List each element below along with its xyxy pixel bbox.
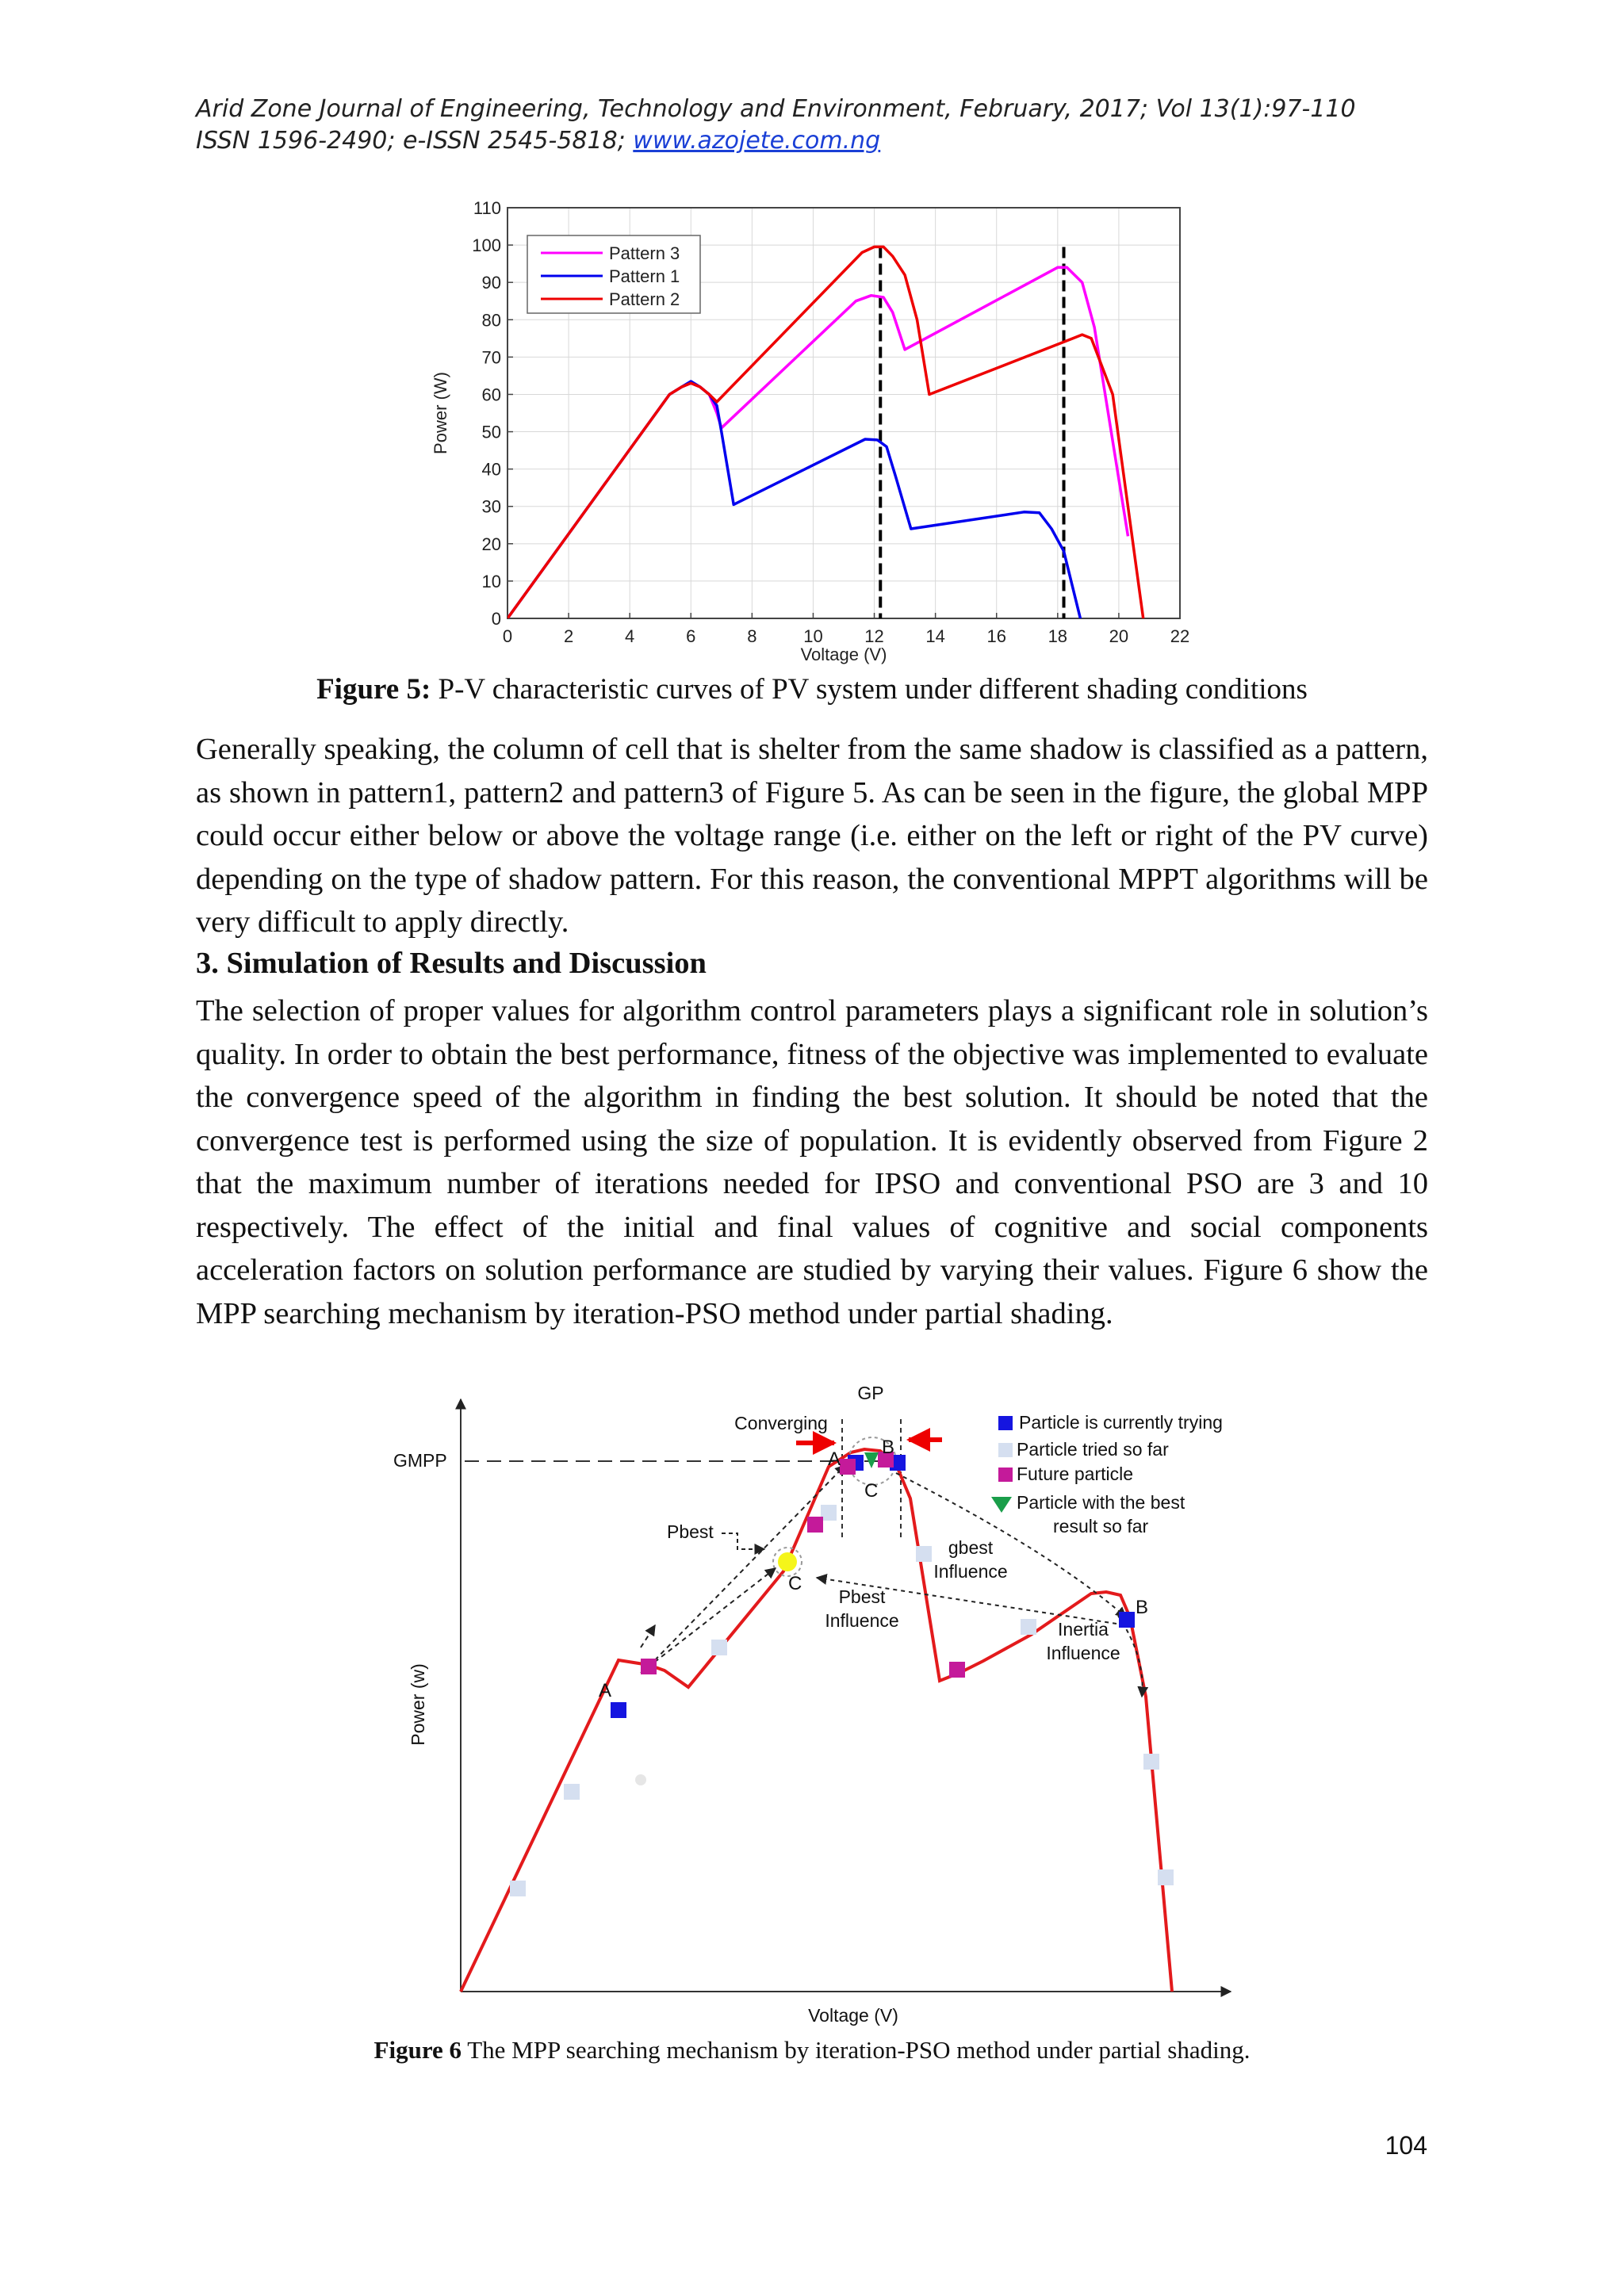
- figure5-caption: [0, 672, 1624, 706]
- figure5-caption-label: Figure 5:: [316, 673, 431, 706]
- x-axis-label: Voltage (V): [808, 2005, 898, 2026]
- figure6-caption: [0, 2036, 1624, 2064]
- paragraph-patterns: Generally speaking, the column of cell that is shelter from the same shadow is classified as a pattern, as shown in pattern1, pattern2 and pattern3 of Figure 5. As can be seen in the figure, the global MPP could occur either below or above the voltage range (i.e. either on the left or right of the PV curve) depending on the type of shadow pattern. For this reason, the conventional MPPT algorithms will be very difficult to apply directly.: [196, 733, 1428, 939]
- tried-particle: [916, 1546, 932, 1562]
- figure6-legend: [991, 1412, 1223, 1536]
- x-tick-label: 2: [563, 626, 574, 646]
- y-tick-label: 70: [481, 347, 501, 368]
- paragraph-simulation: The selection of proper values for algorithm control parameters plays a significant role in solution’s quality. In order to obtain the best performance, fitness of the objective was implemented to evaluate the convergence speed of the algorithm in finding the best solution. It should be noted that the convergence test is performed using the size of population. It is evidently observed from Figure 2 that the maximum number of iterations needed for IPSO and conventional PSO are 3 and 10 respectively. The effect of the initial and final values of cognitive and social components acceleration factors on solution performance are studied by varying their values. Figure 6 show the MPP searching mechanism by iteration-PSO method under partial shading.: [196, 994, 1428, 1330]
- pbest-particle: [778, 1552, 797, 1571]
- tried-particle: [564, 1784, 580, 1800]
- legend-current: Particle is currently trying: [1019, 1412, 1223, 1433]
- y-tick-label: 80: [481, 310, 501, 331]
- pbest-influence-label: Pbest: [838, 1586, 886, 1607]
- legend-label: Pattern 2: [609, 289, 680, 309]
- influence-arrow: [641, 1625, 655, 1647]
- y-tick-label: 30: [481, 496, 501, 517]
- legend-label: Pattern 1: [609, 266, 680, 286]
- legend-tried: Particle tried so far: [1017, 1439, 1169, 1460]
- journal-line: Arid Zone Journal of Engineering, Technology and Environment, February, 2017; Vol 13(1):97-110: [196, 95, 1356, 123]
- future-particle: [949, 1662, 965, 1678]
- chart-legend: [527, 235, 700, 313]
- y-tick-label: 20: [481, 534, 501, 554]
- section-heading: 3. Simulation of Results and Discussion: [196, 947, 707, 980]
- y-tick-label: 90: [481, 273, 501, 293]
- x-tick-label: 20: [1109, 626, 1129, 646]
- pbest-influence-label: Influence: [825, 1610, 899, 1631]
- y-tick-label: 40: [481, 459, 501, 480]
- tried-particle: [1143, 1754, 1159, 1770]
- inertia-influence-label: Influence: [1046, 1643, 1120, 1663]
- legend-best: result so far: [1053, 1516, 1149, 1536]
- future-particle: [840, 1459, 856, 1475]
- converging-label: Converging: [734, 1413, 828, 1433]
- x-tick-label: 0: [502, 626, 513, 646]
- inertia-influence-label: Inertia: [1058, 1619, 1109, 1640]
- x-tick-label: 22: [1170, 626, 1190, 646]
- series-line-pattern-1: [508, 381, 1082, 626]
- legend-future: Future particle: [1017, 1464, 1134, 1484]
- figure5-caption-text: P-V characteristic curves of PV system under different shading conditions: [431, 673, 1308, 706]
- figure6-caption-text: The MPP searching mechanism by iteration-PSO method under partial shading.: [462, 2036, 1251, 2064]
- tried-particle: [711, 1640, 727, 1655]
- legend-future-swatch: [998, 1468, 1013, 1482]
- gp-label: GP: [857, 1383, 884, 1403]
- legend-best-swatch: [991, 1497, 1012, 1513]
- mpp-dashed-lines: [880, 247, 1063, 618]
- figure6-caption-label: Figure 6: [373, 2036, 462, 2064]
- x-tick-label: 14: [925, 626, 945, 646]
- y-axis-label: Power (w): [408, 1663, 428, 1746]
- page-number: 104: [1385, 2131, 1427, 2160]
- pbest-label: Pbest: [667, 1521, 714, 1542]
- gmpp-label: GMPP: [393, 1450, 447, 1471]
- legend-tried-swatch: [998, 1443, 1013, 1457]
- x-tick-label: 6: [686, 626, 696, 646]
- tried-particle: [510, 1881, 526, 1896]
- figure6-diagram: [0, 1380, 1624, 2030]
- tried-particle: [1158, 1869, 1174, 1885]
- label-b-top: B: [882, 1437, 895, 1458]
- x-tick-label: 16: [986, 626, 1006, 646]
- y-tick-label: 100: [472, 235, 501, 256]
- chart-y-axis-label: Power (W): [431, 372, 450, 454]
- y-tick-label: 10: [481, 571, 501, 591]
- label-a-left: A: [599, 1680, 612, 1701]
- y-tick-label: 60: [481, 385, 501, 405]
- figure5-chart: [0, 0, 1624, 674]
- current-particle: [611, 1702, 626, 1718]
- journal-link[interactable]: www.azojete.com.ng: [633, 127, 881, 155]
- legend-label: Pattern 3: [609, 243, 680, 263]
- influence-arrow: [641, 1568, 776, 1673]
- label-b-right: B: [1136, 1597, 1149, 1618]
- x-tick-label: 4: [625, 626, 635, 646]
- x-tick-label: 8: [747, 626, 757, 646]
- gbest-influence-label: gbest: [948, 1537, 994, 1558]
- y-tick-label: 0: [491, 609, 501, 629]
- x-tick-label: 18: [1048, 626, 1068, 646]
- legend-current-swatch: [998, 1416, 1013, 1430]
- issn-text: ISSN 1596-2490; e-ISSN 2545-5818;: [196, 127, 634, 155]
- tried-particle: [635, 1774, 646, 1785]
- current-particle: [1119, 1612, 1135, 1628]
- x-tick-label: 12: [864, 626, 884, 646]
- future-particle: [807, 1517, 823, 1533]
- label-c-top: C: [864, 1480, 879, 1502]
- label-a-top: A: [828, 1448, 841, 1470]
- pbest-pointer: [722, 1533, 764, 1549]
- x-tick-label: 10: [803, 626, 823, 646]
- label-c-mid: C: [788, 1573, 802, 1594]
- legend-best: Particle with the best: [1017, 1492, 1185, 1513]
- y-tick-label: 110: [473, 198, 501, 218]
- y-tick-label: 50: [481, 422, 501, 442]
- gbest-influence-label: Influence: [933, 1561, 1008, 1582]
- influence-arrow: [649, 1465, 845, 1667]
- tried-particle: [1021, 1619, 1036, 1635]
- chart-x-axis-label: Voltage (V): [800, 645, 887, 664]
- future-particle: [641, 1659, 657, 1674]
